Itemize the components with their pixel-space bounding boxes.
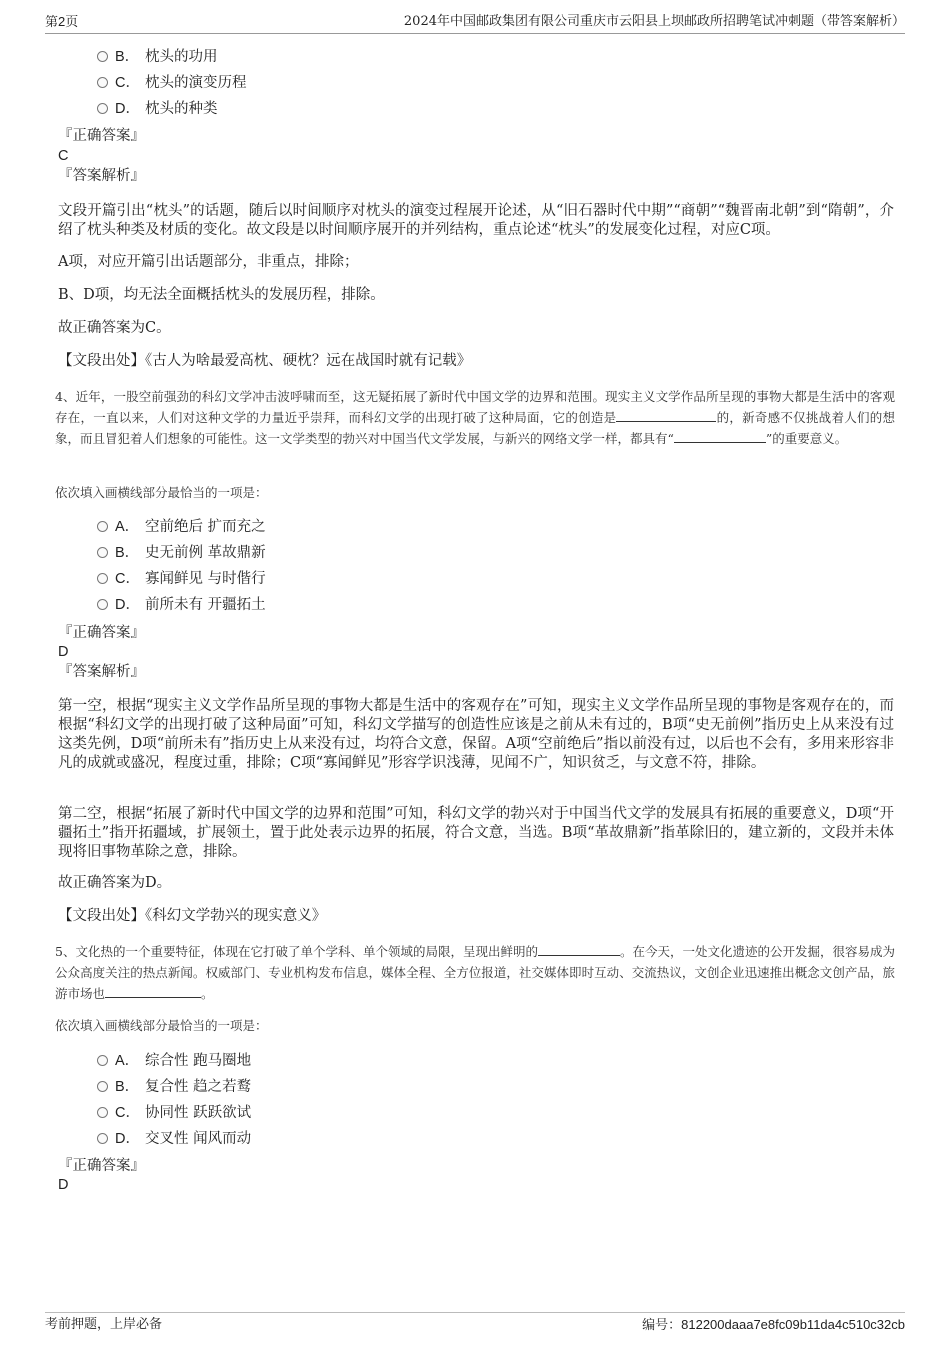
q3-analysis-paragraph: B、D项，均无法全面概括枕头的发展历程，排除。: [58, 287, 385, 303]
radio-icon[interactable]: [97, 599, 108, 610]
page-header: [45, 13, 905, 34]
q3-analysis-paragraph: A项，对应开篇引出话题部分，非重点，排除；: [58, 254, 359, 270]
radio-icon[interactable]: [97, 103, 108, 114]
q4-analysis-paragraph: 第二空，根据“拓展了新时代中国文学的边界和范围”可知，科幻文学的勃兴对于中国当代文学的发展具有拓展的重要意义，D项“开疆拓土”指开拓疆域，扩展领土，置于此处表示边界的拓展，符合文意，当选。B项“革故鼎新”指革除旧的，建立新的，文段并未体现将旧事物革除之意，排除。: [58, 806, 894, 860]
radio-icon[interactable]: [97, 1081, 108, 1092]
q5-option-d[interactable]: D． 交叉性 闻风而动: [97, 1129, 251, 1149]
document-id: 编号：812200daaa7e8fc09b11da4c510c32cb: [642, 1317, 905, 1332]
radio-icon[interactable]: [97, 1055, 108, 1066]
q4-source: 【文段出处】《科幻文学勃兴的现实意义》: [58, 908, 327, 924]
q5-answer: D: [58, 1177, 69, 1193]
q5-stem: 5、文化热的一个重要特征，体现在它打破了单个学科、单个领域的局限，呈现出鲜明的 。在今天，一处文化遗迹的公开发掘，很容易成为公众高度关注的热点新闻。权威部门、专业机构发布信息，媒体全程、全方位报道，社交媒体即时互动、交流热议，文创企业迅速推出概念文创产品，旅游市场也 。: [55, 944, 895, 1001]
q4-prompt: 依次填入画横线部分最恰当的一项是：: [55, 485, 268, 500]
q3-analysis-paragraph: 故正确答案为C。: [58, 320, 171, 336]
fill-blank: [538, 942, 620, 956]
fill-blank: [105, 984, 201, 998]
radio-icon[interactable]: [97, 77, 108, 88]
q3-source: 【文段出处】《古人为啥最爱高枕、硬枕？远在战国时就有记载》: [58, 353, 472, 369]
radio-icon[interactable]: [97, 1107, 108, 1118]
q5-option-c[interactable]: C． 协同性 跃跃欲试: [97, 1103, 251, 1123]
q3-answer-label: 『正确答案』: [58, 128, 145, 144]
fill-blank: [674, 429, 766, 443]
radio-icon[interactable]: [97, 547, 108, 558]
q4-analysis-label: 『答案解析』: [58, 664, 145, 680]
footer-slogan: 考前押题，上岸必备: [45, 1317, 163, 1332]
q5-option-b[interactable]: B． 复合性 趋之若鹜: [97, 1077, 251, 1097]
radio-icon[interactable]: [97, 51, 108, 62]
document-title: 2024年中国邮政集团有限公司重庆市云阳县上坝邮政所招聘笔试冲刺题（带答案解析）: [403, 14, 905, 29]
q5-answer-label: 『正确答案』: [58, 1158, 145, 1174]
radio-icon[interactable]: [97, 573, 108, 584]
radio-icon[interactable]: [97, 521, 108, 532]
q5-option-a[interactable]: A． 综合性 跑马圈地: [97, 1051, 251, 1071]
fill-blank: [616, 408, 716, 422]
q3-option-b[interactable]: B． 枕头的功用: [97, 47, 218, 67]
q4-option-a[interactable]: A． 空前绝后 扩而充之: [97, 517, 266, 537]
q4-analysis-paragraph: 故正确答案为D。: [58, 875, 172, 891]
q3-option-d[interactable]: D． 枕头的种类: [97, 99, 218, 119]
q3-answer: C: [58, 148, 69, 164]
page-footer: [45, 1312, 905, 1337]
q4-answer-label: 『正确答案』: [58, 625, 145, 641]
q3-analysis-paragraph: 文段开篇引出“枕头”的话题，随后以时间顺序对枕头的演变过程展开论述，从“旧石器时代中期”“商朝”“魏晋南北朝”到“隋朝”，介绍了枕头种类及材质的变化。故文段是以时间顺序展开的并列结构，重点论述“枕头”的发展变化过程，对应C项。: [58, 203, 894, 238]
page-number: 第2页: [45, 14, 79, 29]
q4-option-b[interactable]: B． 史无前例 革故鼎新: [97, 543, 266, 563]
q3-option-c[interactable]: C． 枕头的演变历程: [97, 73, 247, 93]
q4-answer: D: [58, 644, 69, 660]
q4-option-c[interactable]: C． 寡闻鲜见 与时偕行: [97, 569, 266, 589]
q4-stem: 4、近年，一股空前强劲的科幻文学冲击波呼啸而至，这无疑拓展了新时代中国文学的边界和范围。现实主义文学作品所呈现的事物大都是生活中的客观存在，一直以来，人们对这种文学的力量近乎崇拜，而科幻文学的出现打破了这种局面，它的创造是 的，新奇感不仅挑战着人们的想象，而且冒犯着人们想象的可能性。这一文学类型的勃兴对中国当代文学发展，与新兴的网络文学一样，都具有“ ”的重要意义。: [55, 389, 895, 446]
q4-analysis-paragraph: 第一空，根据“现实主义文学作品所呈现的事物大都是生活中的客观存在”可知，现实主义文学作品所呈现的事物是客观存在的，而根据“科幻文学的出现打破了这种局面”可知，科幻文学描写的创造性应该是之前从未有过的，B项“史无前例”指历史上从来没有过这类先例，D项“前所未有”指历史上从来没有过，均符合文意，保留。A项“空前绝后”指以前没有过，以后也不会有，多用来形容非凡的成就或盛况，程度过重，排除；C项“寡闻鲜见”形容学识浅薄，见闻不广，知识贫乏，与文意不符，排除。: [58, 698, 894, 771]
radio-icon[interactable]: [97, 1133, 108, 1144]
q4-option-d[interactable]: D． 前所未有 开疆拓土: [97, 595, 266, 615]
q3-analysis-label: 『答案解析』: [58, 168, 145, 184]
q5-prompt: 依次填入画横线部分最恰当的一项是：: [55, 1018, 268, 1033]
